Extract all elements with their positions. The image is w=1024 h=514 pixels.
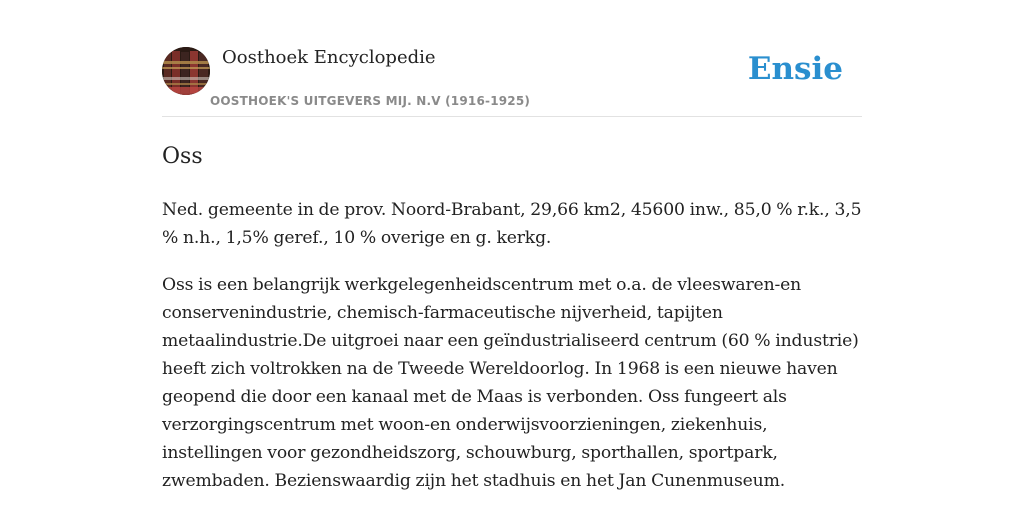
ensie-logo-link[interactable]: Ensie (747, 51, 843, 87)
source-header (162, 0, 862, 117)
source-title[interactable]: Oosthoek Encyclopedie (222, 47, 436, 68)
entry-card (162, 0, 862, 514)
entry-paragraph: Oss is een belangrijk werkgelegenheidscentrum met o.a. de vleeswaren-en conservenindustrie, chemisch-farmaceutische nijverheid, tapijten metaalindustrie.De uitgroei naar een geïndustrialiseerd centrum (60 % industrie) heeft zich voltrokken na de Tweede Wereldoorlog. In 1968 is een nieuwe haven geopend die door een kanaal met de Maas is verbonden. Oss fungeert als verzorgingscentrum met woon-en onderwijsvoorzieningen, ziekenhuis, instellingen voor gezondheidszorg, schouwburg, sporthallen, sportpark, zwembaden. Bezienswaardig zijn het stadhuis en het Jan Cunenmuseum. (162, 275, 859, 491)
source-subtitle: OOSTHOEK'S UITGEVERS MIJ. N.V (1916-1925) (210, 94, 531, 108)
encyclopedia-books-icon[interactable] (162, 47, 210, 95)
entry-body (162, 196, 862, 495)
entry-title: Oss (162, 144, 203, 169)
entry-paragraph: Ned. gemeente in de prov. Noord-Brabant, 29,66 km2, 45600 inw., 85,0 % r.k., 3,5 % n.h., 1,5% geref., 10 % overige en g. kerkg. (162, 200, 862, 248)
